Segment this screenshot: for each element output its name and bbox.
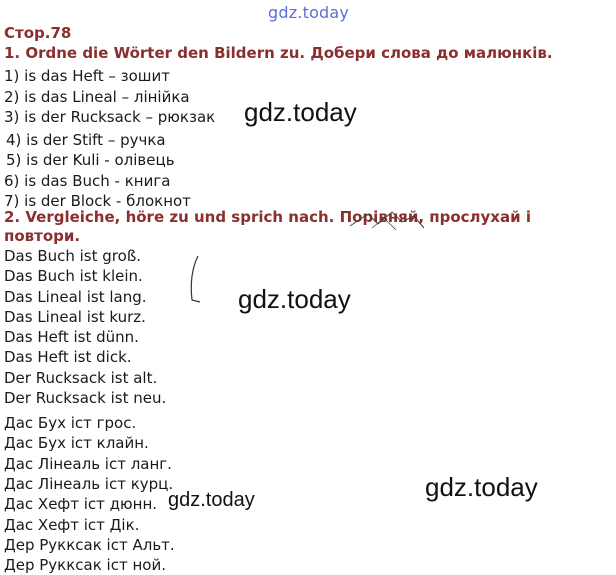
pen-mark-icon [180,254,210,306]
transliteration-line: Дас Хефт іст Дік. [4,516,140,534]
page-reference: Стор.78 [4,24,72,42]
german-line: Das Buch ist groß. [4,247,142,265]
watermark: gdz.today [238,284,351,314]
transliteration-line: Дас Лінеаль іст ланг. [4,455,172,473]
task1-item: 4) is der Stift – ручка [6,131,166,149]
task1-heading: 1. Ordne die Wörter den Bildern zu. Добери слова до малюнків. [4,44,553,62]
german-line: Der Rucksack ist alt. [4,369,158,387]
watermark: gdz.today [168,489,255,511]
german-line: Der Rucksack ist neu. [4,389,167,407]
task1-item: 1) is das Heft – зошит [4,67,171,85]
watermark: gdz.today [244,97,357,127]
task1-item: 6) is das Buch - книга [4,172,171,190]
german-line: Das Heft ist dünn. [4,328,139,346]
task2-heading: 2. Vergleiche, höre zu und sprich nach. Порівняй, прослухай і повтори. [4,208,531,245]
transliteration-line: Дас Лінеаль іст курц. [4,475,174,493]
top-watermark: gdz.today [268,3,350,22]
transliteration-line: Дер Рукксак іст Альт. [4,536,175,554]
transliteration-line: Дер Рукксак іст ной. [4,556,166,574]
task1-item: 3) is der Rucksack – рюкзак [4,108,216,126]
transliteration-line: Дас Бух іст клайн. [4,434,149,452]
german-line: Das Lineal ist lang. [4,288,147,306]
transliteration-line: Дас Хефт іст дюнн. [4,495,158,513]
task1-item: 5) is der Kuli - олівець [6,151,175,169]
scribble-icon [348,206,426,234]
german-line: Das Heft ist dick. [4,348,132,366]
transliteration-line: Дас Бух іст грос. [4,414,137,432]
german-line: Das Buch ist klein. [4,267,143,285]
watermark: gdz.today [425,472,538,502]
task1-item: 7) is der Block - блокнот [4,192,191,210]
german-line: Das Lineal ist kurz. [4,308,146,326]
task1-item: 2) is das Lineal – лінійка [4,88,190,106]
